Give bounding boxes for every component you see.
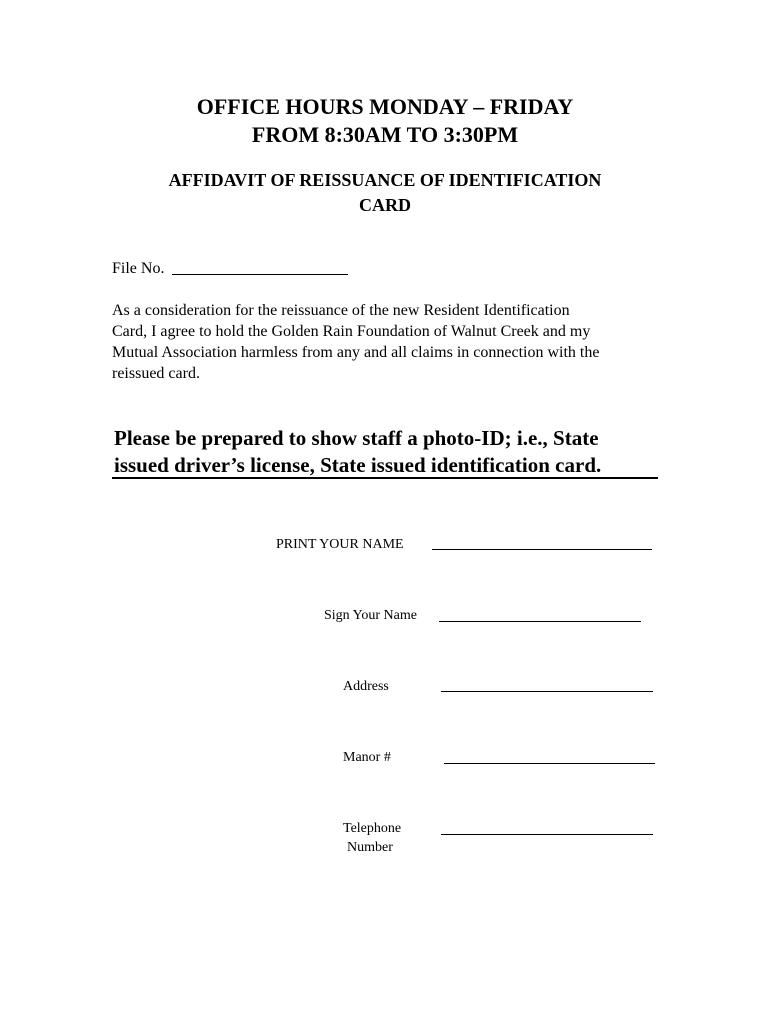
office-hours-days: OFFICE HOURS MONDAY – FRIDAY (196, 94, 574, 119)
affidavit-title-line2: CARD (359, 195, 411, 215)
consideration-line-4: reissued card. (112, 365, 200, 382)
photo-id-notice-line1: Please be prepared to show staff a photo-ID; i.e., State (114, 426, 599, 450)
office-hours-times: FROM 8:30AM TO 3:30PM (251, 122, 519, 147)
telephone-label-line1: Telephone (343, 821, 402, 836)
file-no-label: File No. (112, 260, 165, 277)
consideration-line-1: As a consideration for the reissuance of the new Resident Identification (112, 302, 570, 319)
photo-id-notice-line2: issued driver’s license, State issued identification card. (114, 453, 602, 477)
manor-label: Manor # (343, 750, 391, 765)
affidavit-title-line1: AFFIDAVIT OF REISSUANCE OF IDENTIFICATION (168, 170, 602, 190)
telephone-label-line2: Number (347, 840, 393, 855)
print-name-label: PRINT YOUR NAME (276, 537, 404, 552)
file-no-field[interactable] (172, 274, 348, 275)
telephone-field[interactable] (441, 834, 653, 835)
manor-field[interactable] (444, 763, 655, 764)
address-label: Address (343, 679, 389, 694)
notice-underline (112, 477, 658, 479)
print-name-field[interactable] (432, 549, 652, 550)
consideration-line-3: Mutual Association harmless from any and all claims in connection with the (112, 344, 600, 361)
address-field[interactable] (441, 691, 653, 692)
consideration-line-2: Card, I agree to hold the Golden Rain Foundation of Walnut Creek and my (112, 323, 591, 340)
signature-field[interactable] (439, 621, 641, 622)
sign-name-label: Sign Your Name (324, 608, 417, 623)
